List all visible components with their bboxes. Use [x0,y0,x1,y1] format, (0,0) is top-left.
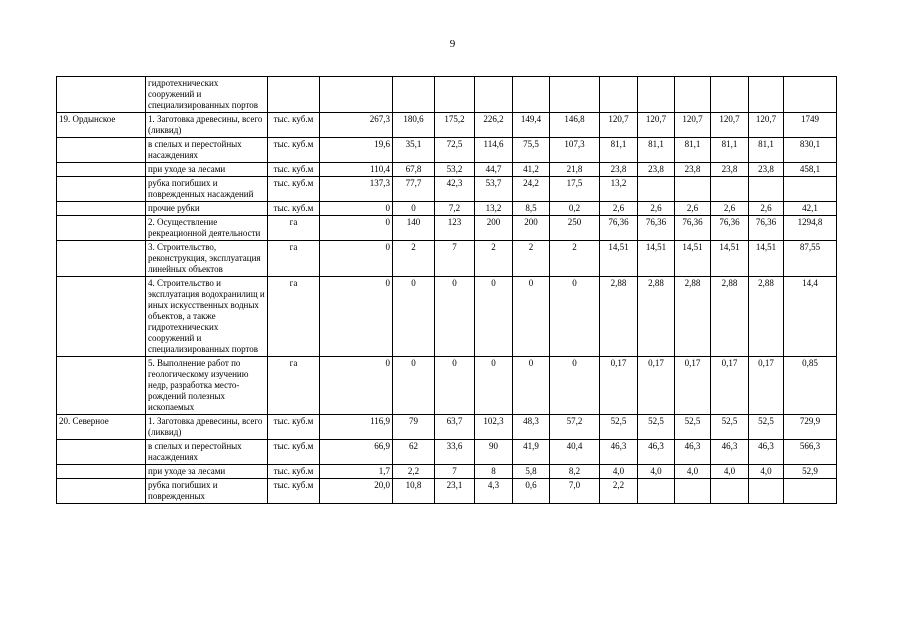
value-cell: 20,0 [320,479,393,504]
value-cell: 4,0 [711,465,749,479]
value-cell [675,77,711,113]
value-cell: 0 [393,277,435,357]
table-row [57,357,837,415]
value-cell: 23,8 [675,163,711,177]
value-cell: 4,0 [675,465,711,479]
value-cell: 0 [475,277,513,357]
value-cell: 14,51 [711,241,749,277]
area-cell [57,465,146,479]
value-cell: 120,7 [600,113,638,138]
value-cell: 0 [320,357,393,415]
value-cell: 110,4 [320,163,393,177]
value-cell: 75,5 [513,138,550,163]
value-cell [711,479,749,504]
value-cell: 2,88 [749,277,784,357]
value-cell: 76,36 [711,216,749,241]
value-cell: 53,7 [475,177,513,202]
value-cell: 0 [320,241,393,277]
value-cell [784,479,837,504]
value-cell: 5,8 [513,465,550,479]
value-cell: 14,51 [600,241,638,277]
value-cell [784,77,837,113]
value-cell: 0,17 [749,357,784,415]
value-cell [675,177,711,202]
unit-cell: тыс. куб.м [268,177,320,202]
value-cell: 4,0 [600,465,638,479]
value-cell: 63,7 [435,415,475,440]
value-cell: 8,5 [513,202,550,216]
value-cell: 35,1 [393,138,435,163]
value-cell [393,77,435,113]
value-cell: 24,2 [513,177,550,202]
value-cell: 120,7 [711,113,749,138]
value-cell: 81,1 [600,138,638,163]
value-cell: 4,3 [475,479,513,504]
value-cell: 46,3 [675,440,711,465]
value-cell: 46,3 [749,440,784,465]
value-cell: 0,2 [550,202,600,216]
value-cell: 41,9 [513,440,550,465]
area-cell [57,77,146,113]
area-cell [57,202,146,216]
unit-cell: га [268,357,320,415]
value-cell: 40,4 [550,440,600,465]
value-cell: 114,6 [475,138,513,163]
value-cell [638,177,675,202]
value-cell: 46,3 [600,440,638,465]
value-cell: 7 [435,465,475,479]
value-cell: 44,7 [475,163,513,177]
value-cell [320,77,393,113]
table-row [57,138,837,163]
value-cell: 180,6 [393,113,435,138]
activity-cell: 1. Заготовка древесины, всего (ликвид) [146,113,268,138]
value-cell: 57,2 [550,415,600,440]
table-row [57,241,837,277]
activity-cell: 3. Строительство, реконструкция, эксплуатация линейных объектов [146,241,268,277]
value-cell: 76,36 [600,216,638,241]
value-cell: 19,6 [320,138,393,163]
activity-cell: прочие рубки [146,202,268,216]
value-cell: 137,3 [320,177,393,202]
value-cell: 52,9 [784,465,837,479]
value-cell: 226,2 [475,113,513,138]
unit-cell: тыс. куб.м [268,138,320,163]
value-cell: 62 [393,440,435,465]
value-cell: 2 [550,241,600,277]
value-cell [675,479,711,504]
value-cell: 123 [435,216,475,241]
value-cell [600,77,638,113]
value-cell: 21,8 [550,163,600,177]
value-cell: 46,3 [711,440,749,465]
area-cell [57,277,146,357]
table-row [57,465,837,479]
value-cell: 102,3 [475,415,513,440]
forest-use-table [56,76,837,504]
value-cell: 0,17 [675,357,711,415]
value-cell: 66,9 [320,440,393,465]
value-cell: 2 [513,241,550,277]
value-cell: 2,88 [638,277,675,357]
value-cell: 2,6 [600,202,638,216]
value-cell: 2,88 [711,277,749,357]
activity-cell: при уходе за лесами [146,163,268,177]
value-cell: 42,3 [435,177,475,202]
value-cell: 830,1 [784,138,837,163]
value-cell: 77,7 [393,177,435,202]
value-cell: 76,36 [638,216,675,241]
value-cell: 175,2 [435,113,475,138]
value-cell: 0 [475,357,513,415]
value-cell [513,77,550,113]
value-cell: 120,7 [749,113,784,138]
value-cell: 729,9 [784,415,837,440]
activity-cell: в спелых и перестойных насаждениях [146,440,268,465]
value-cell: 52,5 [638,415,675,440]
table-row [57,415,837,440]
area-cell: 19. Ордынское [57,113,146,138]
value-cell: 267,3 [320,113,393,138]
value-cell: 2,2 [393,465,435,479]
unit-cell: тыс. куб.м [268,465,320,479]
value-cell: 1749 [784,113,837,138]
value-cell: 14,51 [638,241,675,277]
value-cell: 52,5 [675,415,711,440]
value-cell: 33,6 [435,440,475,465]
value-cell: 0,17 [600,357,638,415]
table-row [57,177,837,202]
value-cell: 81,1 [749,138,784,163]
value-cell: 107,3 [550,138,600,163]
value-cell [784,177,837,202]
table-row [57,113,837,138]
value-cell: 13,2 [600,177,638,202]
value-cell: 0 [320,202,393,216]
value-cell: 79 [393,415,435,440]
value-cell: 76,36 [749,216,784,241]
value-cell: 23,1 [435,479,475,504]
unit-cell: тыс. куб.м [268,163,320,177]
activity-cell: рубка погибших и поврежденных [146,479,268,504]
area-cell [57,440,146,465]
value-cell: 2,88 [675,277,711,357]
activity-cell: в спелых и перестойных насаждениях [146,138,268,163]
value-cell: 52,5 [600,415,638,440]
value-cell: 0 [320,277,393,357]
area-cell [57,138,146,163]
value-cell: 2,88 [600,277,638,357]
value-cell: 14,51 [749,241,784,277]
value-cell: 2,2 [600,479,638,504]
value-cell [550,77,600,113]
value-cell [749,479,784,504]
value-cell: 81,1 [711,138,749,163]
value-cell [749,77,784,113]
value-cell: 72,5 [435,138,475,163]
value-cell: 0 [513,357,550,415]
value-cell: 140 [393,216,435,241]
value-cell: 87,55 [784,241,837,277]
table-row [57,163,837,177]
value-cell: 13,2 [475,202,513,216]
value-cell: 0 [513,277,550,357]
value-cell: 46,3 [638,440,675,465]
value-cell [711,177,749,202]
unit-cell: тыс. куб.м [268,440,320,465]
activity-cell: 1. Заготовка древесины, всего (ликвид) [146,415,268,440]
value-cell [638,479,675,504]
value-cell: 4,0 [749,465,784,479]
value-cell: 53,2 [435,163,475,177]
table-row [57,202,837,216]
value-cell: 200 [513,216,550,241]
value-cell: 2 [393,241,435,277]
value-cell [638,77,675,113]
area-cell [57,479,146,504]
value-cell: 200 [475,216,513,241]
value-cell: 116,9 [320,415,393,440]
table-row [57,216,837,241]
value-cell: 146,8 [550,113,600,138]
value-cell: 14,4 [784,277,837,357]
value-cell: 0,17 [711,357,749,415]
value-cell: 67,8 [393,163,435,177]
value-cell: 81,1 [675,138,711,163]
value-cell: 0 [550,357,600,415]
value-cell: 52,5 [749,415,784,440]
value-cell: 0 [393,202,435,216]
area-cell [57,163,146,177]
value-cell: 458,1 [784,163,837,177]
value-cell: 76,36 [675,216,711,241]
value-cell: 0,17 [638,357,675,415]
unit-cell: тыс. куб.м [268,415,320,440]
value-cell: 8 [475,465,513,479]
activity-cell: при уходе за лесами [146,465,268,479]
unit-cell [268,77,320,113]
value-cell: 0 [320,216,393,241]
value-cell: 149,4 [513,113,550,138]
table-row [57,479,837,504]
value-cell: 1294,8 [784,216,837,241]
value-cell: 0 [435,357,475,415]
activity-cell: 4. Строительство и эксплуатация водохранилищ и иных искусственных водных объектов, а также гидротехнических сооружений и специализированных портов [146,277,268,357]
value-cell: 10,8 [393,479,435,504]
value-cell: 23,8 [638,163,675,177]
value-cell [475,77,513,113]
value-cell: 566,3 [784,440,837,465]
value-cell: 23,8 [600,163,638,177]
area-cell: 20. Северное [57,415,146,440]
table-row [57,77,837,113]
area-cell [57,216,146,241]
area-cell [57,177,146,202]
value-cell: 17,5 [550,177,600,202]
value-cell: 2 [475,241,513,277]
value-cell: 120,7 [675,113,711,138]
activity-cell: гидротехнических сооружений и специализированных портов [146,77,268,113]
table-row [57,277,837,357]
area-cell [57,357,146,415]
value-cell: 90 [475,440,513,465]
value-cell [711,77,749,113]
value-cell: 4,0 [638,465,675,479]
value-cell [749,177,784,202]
value-cell: 23,8 [711,163,749,177]
table-row [57,440,837,465]
value-cell: 120,7 [638,113,675,138]
value-cell: 7,2 [435,202,475,216]
value-cell: 2,6 [749,202,784,216]
value-cell: 2,6 [711,202,749,216]
page-number: 9 [449,38,456,50]
value-cell: 0 [550,277,600,357]
value-cell: 41,2 [513,163,550,177]
value-cell: 1,7 [320,465,393,479]
value-cell: 2,6 [638,202,675,216]
value-cell: 0 [393,357,435,415]
value-cell: 0,85 [784,357,837,415]
value-cell: 52,5 [711,415,749,440]
value-cell: 23,8 [749,163,784,177]
value-cell: 2,6 [675,202,711,216]
unit-cell: га [268,216,320,241]
unit-cell: тыс. куб.м [268,202,320,216]
value-cell: 7,0 [550,479,600,504]
activity-cell: рубка погибших и поврежденных насаждений [146,177,268,202]
value-cell: 48,3 [513,415,550,440]
value-cell: 42,1 [784,202,837,216]
value-cell: 7 [435,241,475,277]
value-cell: 0,6 [513,479,550,504]
value-cell: 8,2 [550,465,600,479]
value-cell [435,77,475,113]
unit-cell: га [268,277,320,357]
activity-cell: 2. Осуществление рекреационной деятельности [146,216,268,241]
area-cell [57,241,146,277]
value-cell: 14,51 [675,241,711,277]
value-cell: 250 [550,216,600,241]
value-cell: 81,1 [638,138,675,163]
unit-cell: тыс. куб.м [268,113,320,138]
unit-cell: га [268,241,320,277]
value-cell: 0 [435,277,475,357]
activity-cell: 5. Выполнение работ по геологическому изучению недр, разработка место-рождений полезных ископаемых [146,357,268,415]
unit-cell: тыс. куб.м [268,479,320,504]
